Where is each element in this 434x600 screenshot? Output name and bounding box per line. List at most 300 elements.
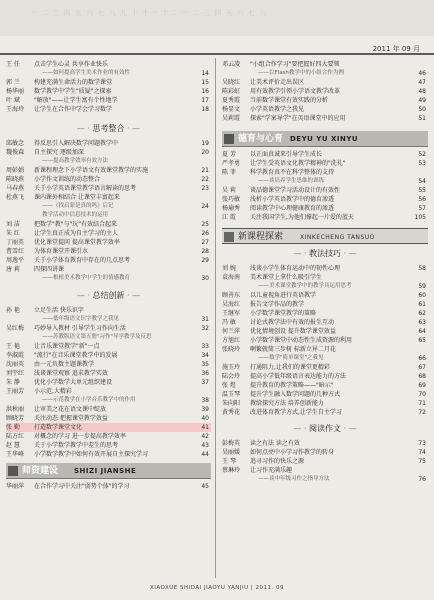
toc-title: 浅析小学英语教学中的德育渗透 (250, 196, 335, 203)
toc-author: 顾晓芳 (6, 415, 25, 422)
toc-page-number: 15 (201, 79, 209, 86)
toc-title: 提高小学低年级语言表达能力的方法 (250, 373, 347, 380)
toc-author: 丁丽英 (6, 239, 25, 246)
toc-author: 曹雪红 (6, 248, 25, 255)
toc-author: 江 霞 (222, 214, 236, 221)
toc-page-number: 35 (201, 361, 209, 368)
right-column (222, 58, 428, 583)
toc-page-number: 65 (418, 337, 426, 344)
toc-author: 杜燕飞 (6, 194, 25, 201)
toc-entry (6, 148, 211, 157)
toc-title: "流行"在音乐课堂教学中的发展 (34, 352, 118, 359)
banner-block-icon (224, 134, 234, 144)
toc-page-number: 28 (201, 248, 209, 255)
toc-page-number: 24 (201, 203, 209, 210)
toc-page-number: 47 (418, 79, 426, 86)
banner-block-icon (224, 232, 234, 242)
toc-title: 小学英语教学之我见 (250, 106, 305, 113)
toc-entry (6, 157, 211, 166)
toc-entry (222, 363, 428, 372)
toc-entry (6, 324, 211, 333)
toc-title: 提升学生融入数学问题的几种方式 (250, 391, 341, 398)
toc-entry (6, 60, 211, 69)
toc-entry (6, 414, 211, 423)
toc-author: 陆会玲 (222, 373, 241, 380)
toc-page-number: 50 (418, 106, 426, 113)
section-title: 思考整合 (92, 124, 125, 133)
toc-entry (222, 114, 428, 123)
toc-author: 陈晓燕 (6, 176, 25, 183)
toc-entry (222, 381, 428, 390)
toc-page-number: 52 (418, 151, 426, 158)
toc-entry (222, 408, 428, 417)
toc-page-number: 57 (418, 205, 426, 212)
toc-entry (6, 405, 211, 414)
toc-entry (222, 439, 428, 448)
toc-author: 邱敏念 (6, 140, 25, 147)
toc-title: ——示范教学在小学音乐教学中的作用 (42, 397, 136, 403)
toc-entry (6, 238, 211, 247)
toc-page-number: 23 (201, 185, 209, 192)
toc-title: 当前数学课堂有效实践的分析 (250, 97, 329, 104)
toc-author: 张巧敏 (222, 196, 241, 203)
toc-author: 郭 兰 (6, 79, 20, 86)
toc-page-number: 51 (418, 115, 426, 122)
toc-page-number: 61 (418, 301, 426, 308)
header-strip (0, 0, 434, 36)
toc-title: 浅谈小学生体育运动中的韧性心理 (250, 265, 341, 272)
toc-title: 关注我国学生,为他们撑起一片爱的蓝天 (250, 214, 354, 221)
toc-page-number: 67 (418, 364, 426, 371)
toc-entry (6, 96, 211, 105)
heading-dash: — · (293, 249, 309, 258)
toc-entry (6, 482, 211, 491)
section-title: 教法技巧 (309, 249, 341, 258)
toc-entry (222, 87, 428, 96)
section-title: 阅读作文 (309, 424, 341, 433)
toc-author: 吴红梅 (6, 325, 25, 332)
toc-title: 把数学"教"与"玩"有效结合起来 (34, 221, 118, 228)
toc-title: 阅读教学中心理健康教育的渗透 (250, 205, 335, 212)
toc-entry (6, 315, 211, 324)
toc-entry (222, 309, 428, 318)
toc-page-number: 27 (201, 239, 209, 246)
toc-entry (6, 256, 211, 265)
toc-page-number: 31 (201, 316, 209, 323)
toc-title: 关于小学数学教学中差生的思考 (34, 442, 119, 449)
toc-entry (6, 211, 211, 220)
section-heading (222, 422, 428, 436)
toc-entry (222, 204, 428, 213)
toc-page-number: 25 (201, 221, 209, 228)
toc-author: 何兰萍 (222, 328, 241, 335)
toc-title: 让习作充满乐趣 (250, 467, 293, 474)
toc-author: 吴莉霞 (222, 115, 241, 122)
toc-title: ——美术课堂教学中的教学具运用思考 (258, 283, 352, 289)
toc-title: 科学教育真不在科学整体的支持 (250, 169, 335, 176)
toc-author: 孙 艳 (6, 307, 20, 314)
toc-title: ——谈培养学生思维的训练 (258, 178, 325, 184)
toc-entry (6, 229, 211, 238)
toc-author: 邓云凌 (222, 61, 241, 68)
section-heading (6, 289, 211, 303)
issue-date: 2011 年 09 月 (372, 45, 420, 53)
toc-entry (222, 345, 428, 354)
toc-entry (6, 69, 211, 78)
toc-entry (6, 175, 211, 184)
toc-entry (6, 423, 211, 432)
toc-title: 由一元负数主题课教学 (34, 361, 95, 368)
toc-page-number: 72 (418, 409, 426, 416)
toc-title: 新课程理念下小学语文有效课堂教学的实施 (34, 167, 149, 174)
toc-page-number: 64 (418, 328, 426, 335)
toc-page-number: 36 (201, 370, 209, 377)
toc-page-number: 75 (418, 458, 426, 465)
toc-author: 张 煜 (222, 382, 236, 389)
toc-entry (222, 150, 428, 159)
toc-title: 让美术评价走出误区 (250, 79, 305, 86)
toc-title: 读之有法 读之有效 (250, 440, 300, 447)
toc-entry (6, 396, 211, 405)
toc-title: 以正面真诚来引导学生成长 (250, 151, 323, 158)
toc-page-number: 70 (418, 391, 426, 398)
toc-page-number: 56 (418, 196, 426, 203)
toc-title: 为体育课堂开课引水 (34, 248, 89, 255)
toc-title: ——低年级语文识字教学之我见 (42, 316, 120, 322)
toc-entry (6, 166, 211, 175)
toc-entry (222, 78, 428, 87)
toc-entry (222, 69, 428, 78)
toc-author: 马春燕 (6, 185, 25, 192)
toc-author: 黄秀花 (222, 409, 241, 416)
toc-title: 优化课堂提问 提高课堂教学效率 (34, 239, 120, 246)
toc-author: 施玉玲 (222, 364, 241, 371)
toc-title: 关注动态 把握课堂教学效益 (34, 415, 108, 422)
toc-page-number: 42 (201, 433, 209, 440)
toc-title: 数学教学中学生"质疑"之探索 (34, 88, 112, 95)
toc-author: 刘宇红 (6, 370, 25, 377)
toc-entry (222, 291, 428, 300)
toc-entry (6, 306, 211, 315)
toc-entry (222, 300, 428, 309)
toc-title: 报告文学作品的教学 (250, 301, 305, 308)
toc-author: 王海玲 (6, 106, 25, 113)
toc-page-number: 40 (201, 415, 209, 422)
toc-author: 方旭红 (222, 337, 241, 344)
toc-entry (6, 342, 211, 351)
toc-title: 浅谈课堂观察 追求教学实效 (34, 370, 108, 377)
toc-title: "解放"——让学生富有个性地学 (34, 97, 118, 104)
toc-title: 优化情境创设 提升数学课堂效益 (250, 328, 336, 335)
toc-author: 周彭娟 (6, 167, 25, 174)
faint-header-text: 一 二 三 四 五 六 七 八 九 十 十一 十二 一 二 三 四 五 六 七 八 (30, 9, 268, 17)
toc-entry (222, 336, 428, 345)
toc-title: 以儿童视角进行英语教学 (250, 292, 317, 299)
toc-entry (222, 448, 428, 457)
toc-title: 自主探究 逐级加深 (34, 149, 84, 156)
toc-author: 洪秋丽 (6, 406, 25, 413)
section-heading (222, 247, 428, 261)
toc-page-number: 19 (201, 140, 209, 147)
toc-author: 吴 莉 (222, 187, 236, 194)
toc-entry (6, 193, 211, 202)
toc-author: 冯 敏 (222, 319, 236, 326)
section-banner (6, 463, 211, 479)
toc-page-number: 45 (201, 483, 209, 490)
toc-page-number: 48 (418, 88, 426, 95)
toc-page-number: 73 (418, 440, 426, 447)
toc-title: 关于小学英语课堂教学语言解读的思考 (34, 185, 137, 192)
toc-page-number: 59 (418, 283, 426, 290)
section-banner (222, 228, 428, 244)
toc-title: 对概念的学习 进一步提高教学效率 (34, 433, 126, 440)
toc-author: 吴海红 (222, 301, 241, 308)
toc-title: 优化小学数学大单元组织建设 (34, 379, 113, 386)
toc-title: 打通阻力,让我们的课堂更精彩 (250, 364, 330, 371)
toc-entry (222, 186, 428, 195)
heading-dash: · — (124, 291, 141, 300)
toc-page-number: 26 (201, 230, 209, 237)
toc-author: 朱向阳 (222, 400, 241, 407)
toc-title: 让音乐课堂教学"新"一点 (34, 343, 100, 350)
heading-dash: — · (293, 424, 309, 433)
toc-page-number: 33 (201, 343, 209, 350)
toc-author: 张 勤 (6, 424, 20, 431)
toc-entry (222, 264, 428, 273)
toc-title: 教给探究方法 培养创新能力 (250, 400, 324, 407)
toc-entry (6, 78, 211, 87)
banner-title: 新课程探索 (238, 232, 284, 242)
toc-page-number: 49 (418, 97, 426, 104)
toc-author: 袁海南 (222, 274, 241, 281)
footer-text: XIAOXUE SHIDAI JIAOYU YANJIU | 2011. 09 (149, 585, 285, 591)
toc-entry (222, 466, 428, 475)
toc-entry (222, 327, 428, 336)
toc-author: 王 任 (6, 61, 20, 68)
toc-entry (222, 213, 428, 222)
toc-entry (222, 177, 428, 186)
toc-page-number: 105 (414, 214, 426, 221)
toc-title: 巧妙导入教材 引导学生习作向生活 (34, 325, 126, 332)
toc-author: 周逸平 (6, 257, 25, 264)
toc-page-number: 17 (201, 97, 209, 104)
toc-author: 杨显文 (222, 106, 241, 113)
toc-entry (222, 282, 428, 291)
toc-title: 构建充满生命活力的数学课堂 (34, 79, 113, 86)
toc-page-number: 20 (201, 149, 209, 156)
heading-dash: — · (76, 124, 93, 133)
toc-author: 华丽萍 (6, 483, 25, 490)
toc-title: 小学数学课堂教学的策略 (250, 310, 317, 317)
toc-entry (222, 195, 428, 204)
heading-dash: · — (341, 424, 357, 433)
toc-page-number: 68 (418, 373, 426, 380)
left-column (6, 58, 211, 583)
toc-title: ——苏教版语文第五册"习作"导学教学及反思 (42, 334, 152, 340)
toc-author: 陆方红 (6, 433, 25, 440)
toc-entry (6, 220, 211, 229)
toc-title: 用有效教学引领小学语文教学改革 (250, 88, 341, 95)
toc-title: 教学活动中信息技术的运用 (42, 212, 109, 218)
toc-author: 王继军 (222, 310, 241, 317)
toc-page-number: 76 (418, 476, 426, 483)
toc-title: 小学作文训练的动态整合 (34, 176, 101, 183)
toc-title: 小示范,大精彩 (34, 388, 72, 395)
toc-author: 王 琴 (222, 458, 236, 465)
banner-pinyin: XINKECHENG TANSUO (300, 234, 375, 241)
toc-author: 唐 莉 (6, 266, 20, 273)
toc-author: 李淑霞 (6, 352, 25, 359)
toc-page-number: 74 (418, 449, 426, 456)
toc-title: 让学生受英语文化教学精神的"洗礼" (250, 160, 346, 167)
toc-title: 改进体育教学方式,让学生自主学习 (250, 409, 342, 416)
toc-author: 刘 婉 (222, 265, 236, 272)
toc-author: 杨瑜秀 (222, 205, 241, 212)
toc-page-number: 32 (201, 325, 209, 332)
banner-pinyin: DEYU YU XINYU (290, 135, 359, 143)
toc-entry (6, 333, 211, 342)
toc-author: 夏秀霞 (222, 97, 241, 104)
banner-title: 德育与心育 (238, 134, 284, 144)
toc-entry (6, 139, 211, 148)
toc-author: 叶 斌 (6, 97, 20, 104)
toc-page-number: 38 (201, 397, 209, 404)
toc-author: 温玉琴 (222, 391, 241, 398)
toc-page-number: 71 (418, 400, 426, 407)
toc-entry (6, 247, 211, 256)
toc-entry (222, 318, 428, 327)
toc-entry (6, 378, 211, 387)
toc-entry (6, 184, 211, 193)
toc-title: ——以Flash教学中的小组合作为例 (258, 70, 344, 76)
toc-entry (222, 399, 428, 408)
toc-title: 探索"学案导学"在英语课堂中的应用 (250, 115, 346, 122)
toc-title: ——谈中年级习作之指导方法 (258, 476, 330, 482)
toc-page-number: 43 (201, 442, 209, 449)
toc-entry (222, 457, 428, 466)
toc-page-number: 22 (201, 176, 209, 183)
toc-title: 美术课堂上拿什么吸引学生 (250, 274, 323, 281)
toc-author: 夏 芳 (222, 151, 236, 158)
toc-title: 追寻习作的快乐之源 (250, 458, 305, 465)
toc-author: 魏俊森 (6, 149, 25, 156)
toc-entry (222, 372, 428, 381)
toc-entry (222, 390, 428, 399)
toc-page-number: 34 (201, 352, 209, 359)
toc-author: 陈 菲 (222, 169, 236, 176)
toc-page-number: 53 (418, 160, 426, 167)
toc-page-number: 44 (201, 451, 209, 458)
toc-page-number: 54 (418, 178, 426, 185)
toc-page-number: 69 (418, 382, 426, 389)
toc-title: 在合作学习中关注"弱势个体"的学习 (34, 483, 130, 490)
toc-title: 谈品德课堂学习活动设计的有效性 (250, 187, 341, 194)
toc-title: ——《找启蒙是真的吗》后记 (42, 203, 114, 209)
toc-entry (222, 168, 428, 177)
toc-entry (6, 351, 211, 360)
banner-pinyin: SHIZI JIANSHE (74, 467, 137, 475)
toc-title: 得反思引入解决数学问题教学中 (34, 140, 119, 147)
toc-entry (6, 202, 211, 211)
toc-title: ——数学"简单课堂"之我见 (258, 355, 324, 361)
toc-title: 打造数学课堂文化 (34, 424, 83, 431)
toc-author: 严孝勇 (222, 160, 241, 167)
toc-title: 立足生活 快乐识字 (34, 307, 84, 314)
toc-author: 张晓玲 (222, 346, 241, 353)
toc-title: 提升教育的教学策略——"暗示" (250, 382, 334, 389)
toc-title: 让学生在合作中学会学习数学 (34, 106, 113, 113)
toc-page-number: 21 (201, 167, 209, 174)
toc-entry (222, 159, 428, 168)
toc-page-number: 14 (201, 70, 209, 77)
toc-author: 王华峰 (6, 451, 25, 458)
toc-title: 讨论式教学法中有效的报生互动 (250, 319, 335, 326)
toc-page-number: 29 (201, 257, 209, 264)
toc-entry (6, 369, 211, 378)
toc-entry (6, 450, 211, 459)
toc-author: 朱 静 (6, 379, 20, 386)
toc-entry (222, 105, 428, 114)
toc-title: "小组合作学习"要把握好四大要领 (250, 61, 340, 68)
toc-page-number: 66 (418, 355, 426, 362)
heading-dash: · — (124, 124, 141, 133)
toc-author: 王丽芳 (6, 388, 25, 395)
toc-page-number: 46 (418, 70, 426, 77)
toc-entry (6, 387, 211, 396)
toc-title: ——提高教学效率有效方法 (42, 158, 109, 164)
toc-title: 如何点亮中小学习作教学的转身 (250, 449, 335, 456)
toc-page-number: 37 (201, 379, 209, 386)
toc-entry (222, 475, 428, 484)
header-rule (0, 53, 434, 55)
toc-title: ——根植美术教学中学生的情感教育 (42, 275, 131, 281)
toc-page-number: 18 (201, 106, 209, 113)
toc-author: 吴晓红 (222, 79, 241, 86)
toc-entry (6, 432, 211, 441)
toc-entry (6, 274, 211, 283)
toc-title: 关于小学体育教育中存在的几点思考 (34, 257, 131, 264)
toc-title: 让学生真正成为自主学习的主人 (34, 230, 119, 237)
toc-entry (6, 441, 211, 450)
toc-entry (6, 265, 211, 274)
toc-author: 彭梅英 (222, 440, 241, 447)
banner-title: 师资建设 (22, 466, 59, 476)
toc-page-number: 63 (418, 319, 426, 326)
toc-page-number: 60 (418, 292, 426, 299)
toc-entry (6, 105, 211, 114)
toc-title: 四探四讲课 (34, 266, 65, 273)
toc-author: 吴丽媛 (222, 449, 241, 456)
toc-page-number: 30 (201, 275, 209, 282)
toc-entry (222, 354, 428, 363)
toc-page-number: 62 (418, 310, 426, 317)
toc-author: 刘 洁 (6, 221, 20, 228)
toc-title: ——如何提高学生美术作业的有效性 (42, 70, 131, 76)
toc-author: 顾善东 (222, 292, 241, 299)
toc-entry (222, 273, 428, 282)
toc-entry (6, 360, 211, 369)
toc-author: 王 艳 (6, 343, 20, 350)
column-divider (215, 58, 216, 578)
section-heading (6, 122, 211, 136)
section-banner (222, 131, 428, 147)
section-title: 总结创新 (92, 291, 125, 300)
toc-page-number: 39 (201, 406, 209, 413)
toc-author: 杨华丽 (6, 88, 25, 95)
toc-page-number: 16 (201, 88, 209, 95)
toc-entry (6, 87, 211, 96)
toc-author: 赵 慧 (6, 442, 20, 449)
